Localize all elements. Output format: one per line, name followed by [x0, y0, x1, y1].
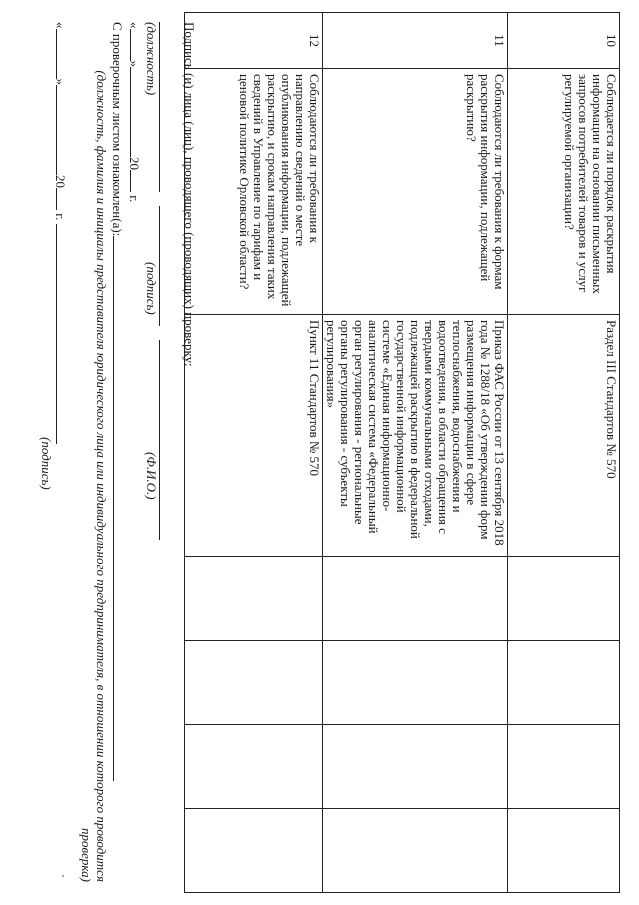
answer-cell [185, 809, 323, 893]
representative-hint: (должность, фамилия и инициалы представителя юридического лица или индивидуального предпринимателя, в отношении которого проводится проверка) [79, 70, 109, 882]
answer-cell [508, 557, 620, 641]
answer-cell [323, 557, 508, 641]
sign-hint-2: (подпись) [39, 437, 54, 490]
acquainted-label: С проверочным листом ознакомлен(а): [110, 22, 126, 781]
answer-cell [508, 641, 620, 725]
date-open-quote: « [53, 22, 68, 29]
fio-hint: (Ф.И.О.) [144, 452, 159, 500]
fio-blank [159, 340, 172, 540]
answer-cell [508, 809, 620, 893]
table-row [323, 13, 508, 893]
reference-cell: Раздел III Стандартов № 570 [508, 315, 620, 557]
date-close-quote: » [53, 78, 68, 85]
answer-cell [323, 641, 508, 725]
question-cell: Соблюдается ли порядок раскрытия информации на основании письменных запросов потребителей товаров и услуг регулируемой организации? [508, 69, 620, 315]
checklist-table [184, 12, 620, 893]
answer-cell [185, 725, 323, 809]
position-blank [159, 22, 172, 192]
answer-cell [508, 725, 620, 809]
reference-cell: Приказ ФАС России от 13 сентября 2018 года № 1288/18 «Об утверждении форм размещения информации в сфере теплоснабжения, водоснабжения и водоотведения, в области обращения с твердыми коммунальными отходами, подлежащей раскрытию в федеральной государственной информационной системе «Единая информационно-аналитическая система «Федеральный орган регулирования - региональные органы регулирования - субъекты регулирования» [323, 315, 508, 557]
table-row [185, 13, 323, 893]
year-suffix: г. [127, 195, 142, 203]
table-row [508, 13, 620, 893]
date-open-quote: « [127, 22, 142, 29]
reference-cell: Пункт 11 Стандартов № 570 [185, 315, 323, 557]
answer-cell [185, 557, 323, 641]
question-cell: Соблюдаются ли требования к формам раскрытия информации, подлежащей раскрытию? [323, 69, 508, 315]
year-suffix: г. [53, 213, 68, 221]
date-line-2 [53, 22, 69, 444]
sign-blank [159, 206, 172, 326]
answer-cell [323, 809, 508, 893]
rotated-content [20, 12, 620, 892]
position-hint: (должность) [144, 22, 159, 96]
sign-blank-2 [56, 224, 69, 444]
row-number: 12 [185, 13, 323, 69]
year-prefix: 20 [53, 175, 68, 188]
year-prefix: 20 [127, 157, 142, 170]
date-line [127, 22, 143, 202]
signature-heading: Подпись (и) лица (лиц), проводящего (проводящих) проверку: [182, 22, 197, 367]
sign-hint: (подпись) [144, 262, 159, 315]
row-number: 10 [508, 13, 620, 69]
acquainted-blank [113, 236, 126, 781]
row-number: 11 [323, 13, 508, 69]
answer-cell [185, 641, 323, 725]
question-cell: Соблюдаются ли требования к направлению сведений о месте опубликования информации, подлежащей раскрытию, и срокам направления таких сведений в Управление по тарифам и ценовой политике Орловской области? [185, 69, 323, 315]
scan-speck [62, 875, 64, 877]
date-close-quote: » [127, 60, 142, 67]
answer-cell [323, 725, 508, 809]
